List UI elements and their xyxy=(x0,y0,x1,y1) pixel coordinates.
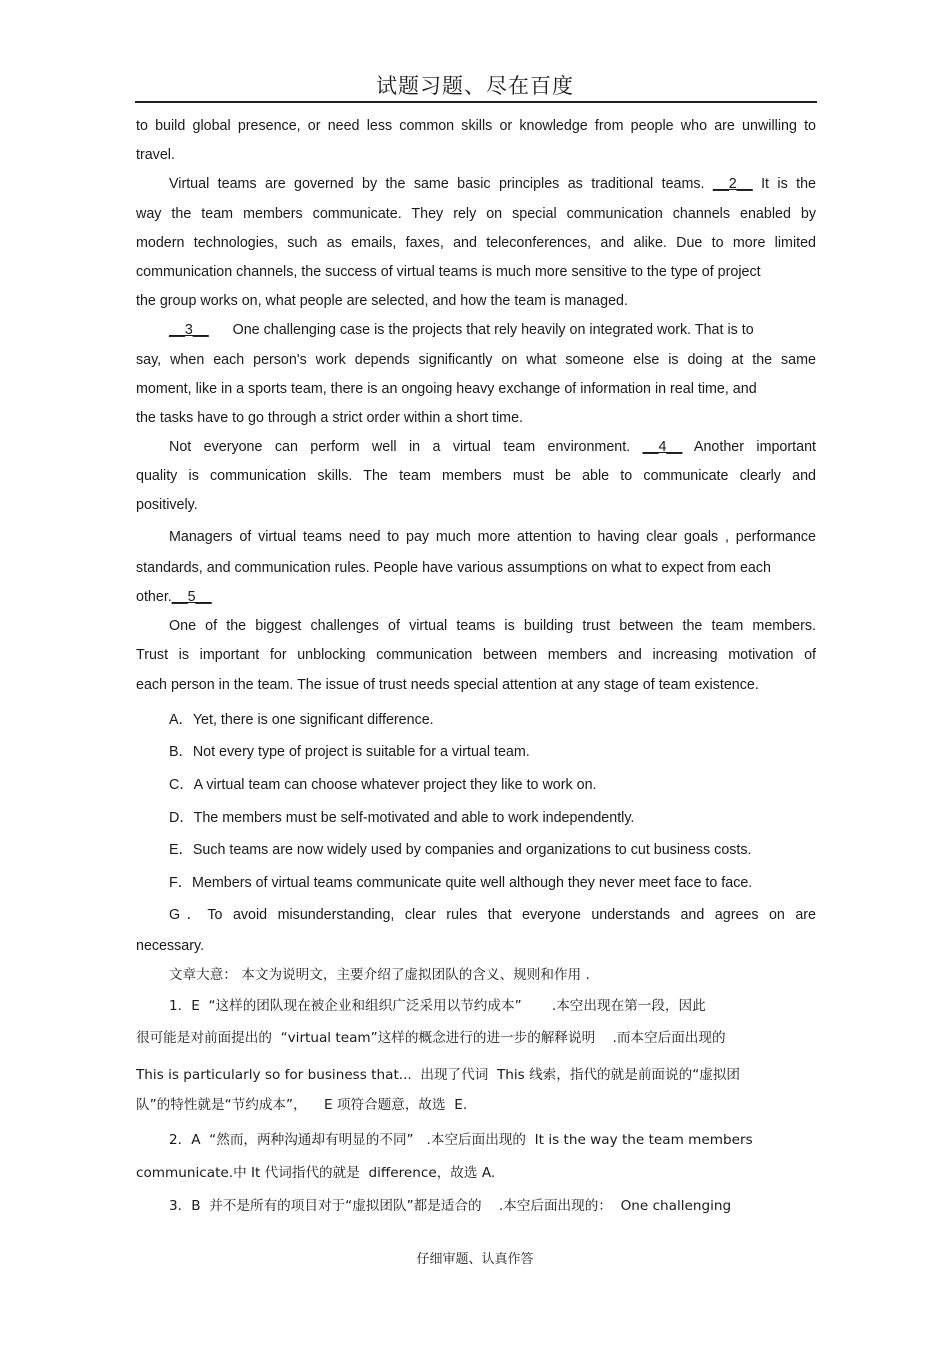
passage-line: Trust is important for unblocking communication between members and increasing motivation of xyxy=(136,647,816,664)
passage-line: Managers of virtual teams need to pay much more attention to having clear goals , performance xyxy=(169,528,816,545)
blank-5: __5__ xyxy=(171,589,212,605)
option-g-continued: necessary. xyxy=(136,937,205,954)
blank-4: __4__ xyxy=(642,439,683,456)
passage-line: other.__5__ xyxy=(136,589,212,605)
option-a: A．Yet, there is one significant difference. xyxy=(169,711,434,728)
blank-3: __3__ xyxy=(169,322,209,339)
option-d: D．The members must be self-motivated and able to work independently. xyxy=(169,809,635,826)
page-header-title: 试题习题、尽在百度 xyxy=(376,74,574,98)
passage-line: positively. xyxy=(136,497,198,514)
passage-line: say, when each person's work depends significantly on what someone else is doing at the same xyxy=(136,351,816,368)
option-e: E．Such teams are now widely used by companies and organizations to cut business costs. xyxy=(169,842,752,859)
option-f: F．Members of virtual teams communicate quite well although they never meet face to face. xyxy=(169,874,753,891)
passage-line: Not everyone can perform well in a virtual team environment. __4__ Another important xyxy=(169,439,816,456)
passage-line: communication channels, the success of virtual teams is much more sensitive to the type of project xyxy=(136,263,761,280)
passage-line: each person in the team. The issue of trust needs special attention at any stage of team existence. xyxy=(136,676,759,693)
passage-line: the group works on, what people are selected, and how the team is managed. xyxy=(136,293,628,310)
passage-line: the tasks have to go through a strict order within a short time. xyxy=(136,409,524,426)
analysis-line: 1．E “这样的团队现在被企业和组织广泛采用以节约成本” .本空出现在第一段，因此 xyxy=(169,998,706,1015)
analysis-line: 2．A “然而，两种沟通却有明显的不同” .本空后面出现的 It is the way the team members xyxy=(169,1131,753,1148)
passage-line: One of the biggest challenges of virtual teams is building trust between the team members. xyxy=(169,618,816,635)
passage-line: way the team members communicate. They rely on special communication channels enabled by xyxy=(136,205,816,222)
option-b: B．Not every type of project is suitable for a virtual team. xyxy=(169,744,530,761)
option-g: G．To avoid misunderstanding, clear rules that everyone understands and agrees on are xyxy=(169,907,816,924)
header-divider xyxy=(135,101,817,103)
analysis-summary: 文章大意： 本文为说明文，主要介绍了虚拟团队的含义、规则和作用 . xyxy=(169,967,590,984)
analysis-line: 3．B 并不是所有的项目对于“虚拟团队”都是适合的 .本空后面出现的： One challenging xyxy=(169,1197,732,1214)
option-c: C．A virtual team can choose whatever project they like to work on. xyxy=(169,776,597,793)
passage-line: modern technologies, such as emails, faxes, and teleconferences, and alike. Due to more limited xyxy=(136,234,816,251)
passage-line: moment, like in a sports team, there is an ongoing heavy exchange of information in real time, and xyxy=(136,380,757,397)
passage-line: quality is communication skills. The team members must be able to communicate clearly and xyxy=(136,468,816,485)
analysis-line: 队”的特性就是“节约成本”， E 项符合题意，故选 E. xyxy=(136,1096,468,1113)
page-footer: 仔细审题、认真作答 xyxy=(416,1252,534,1267)
analysis-line: communicate.中 It 代词指代的就是 difference，故选 A. xyxy=(136,1164,496,1181)
document-body xyxy=(136,112,816,1223)
analysis-line: This is particularly so for business that... 出现了代词 This 线索，指代的就是前面说的“虚拟团 xyxy=(136,1066,741,1083)
passage-line: __3__ One challenging case is the projects that rely heavily on integrated work. That is to xyxy=(169,322,754,339)
passage-line: Virtual teams are governed by the same basic principles as traditional teams. __2__ It is the xyxy=(169,176,816,193)
passage-line: to build global presence, or need less common skills or knowledge from people who are unwilling to xyxy=(136,118,816,134)
passage-line: standards, and communication rules. People have various assumptions on what to expect from each xyxy=(136,559,771,576)
analysis-line: 很可能是对前面提出的 “virtual team”这样的概念进行的进一步的解释说明 .而本空后面出现的 xyxy=(136,1029,726,1046)
passage-line: travel. xyxy=(136,147,175,164)
blank-2: __2__ xyxy=(712,176,753,193)
